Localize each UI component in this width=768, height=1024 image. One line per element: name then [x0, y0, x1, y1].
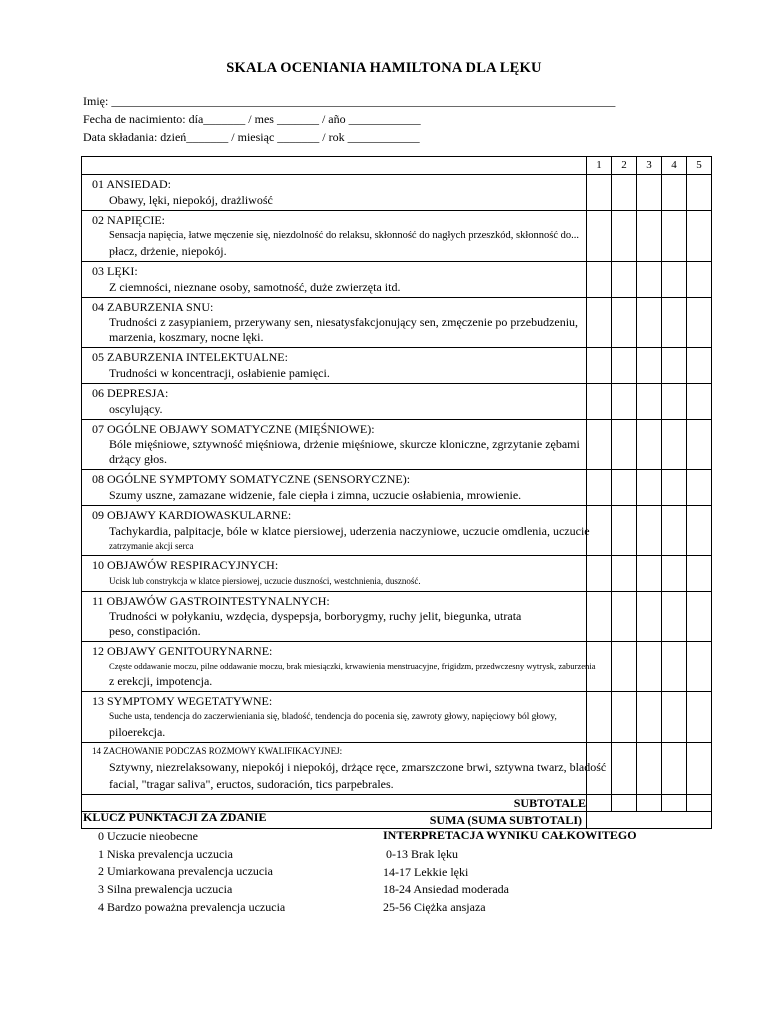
item-cell [82, 642, 596, 692]
subtotal-cell[interactable] [662, 795, 687, 812]
score-cell[interactable] [612, 211, 637, 262]
submission-date-field[interactable]: Data składania: dzień_______ / miesiąc _______ / rok ____________ [83, 130, 420, 144]
item-title: 11 OBJAWÓW GASTROINTESTYNALNYCH: [92, 594, 330, 608]
item-description: Tachykardia, palpitacje, bóle w klatce piersiowej, uderzenia naczyniowe, uczucie omdlenia, uczucie [109, 524, 590, 538]
score-cell[interactable] [662, 298, 687, 348]
item-description-cont: peso, constipación. [109, 624, 201, 638]
item-cell [82, 175, 587, 211]
scoring-key-list [98, 828, 285, 917]
score-cell[interactable] [587, 420, 612, 470]
hamilton-scale-table [81, 156, 712, 829]
score-cell[interactable] [662, 592, 687, 642]
score-cell[interactable] [612, 592, 637, 642]
score-cell[interactable] [612, 420, 637, 470]
item-title: 06 DEPRESJA: [92, 386, 169, 400]
item-description-cont: piloerekcja. [109, 725, 166, 739]
table-row [82, 298, 712, 348]
table-row [82, 592, 712, 642]
table-row [82, 348, 712, 384]
score-cell[interactable] [662, 642, 687, 692]
item-cell [82, 692, 587, 743]
score-cell[interactable] [637, 348, 662, 384]
score-cell[interactable] [612, 506, 637, 556]
item-cell [82, 348, 587, 384]
subtotal-cell[interactable] [637, 795, 662, 812]
score-cell[interactable] [687, 556, 712, 592]
subtotal-cell[interactable] [687, 795, 712, 812]
score-cell[interactable] [612, 384, 637, 420]
item-description-cont: zatrzymanie akcji serca [109, 541, 194, 551]
score-cell[interactable] [587, 262, 612, 298]
score-cell[interactable] [612, 642, 637, 692]
item-title: 04 ZABURZENIA SNU: [92, 300, 214, 314]
interpretation-list [383, 846, 509, 917]
total-cell[interactable] [587, 812, 712, 829]
item-cell [82, 420, 587, 470]
score-cell[interactable] [587, 175, 612, 211]
score-cell[interactable] [662, 420, 687, 470]
item-cell [82, 262, 587, 298]
list-item: 2 Umiarkowana prevalencja uczucia [98, 864, 273, 879]
item-description: Częste oddawanie moczu, pilne oddawanie moczu, brak miesiączki, krwawienia menstruacyjne, frigidzm, przedwczesny wytrysk, zaburzenia [109, 661, 596, 671]
score-cell[interactable] [662, 262, 687, 298]
table-row [82, 384, 712, 420]
item-description-cont: z erekcji, impotencja. [109, 674, 213, 688]
interpretation-title: INTERPRETACJA WYNIKU CAŁKOWITEGO [383, 828, 637, 842]
score-cell[interactable] [637, 556, 662, 592]
list-item: 4 Bardzo poważna prevalencja uczucia [98, 899, 286, 914]
score-cell[interactable] [687, 592, 712, 642]
score-cell[interactable] [587, 211, 612, 262]
list-item: 25-56 Ciężka ansjaza [383, 900, 486, 915]
score-cell[interactable] [687, 506, 712, 556]
score-cell[interactable] [637, 420, 662, 470]
item-description: Ucisk lub constrykcja w klatce piersiowej, uczucie duszności, westchnienia, duszność. [109, 576, 421, 586]
score-cell[interactable] [637, 211, 662, 262]
item-description-cont: facial, "tragar saliva", eructos, sudoración, tics parpebrales. [109, 777, 394, 791]
item-description: Z ciemności, nieznane osoby, samotność, duże zwierzęta itd. [109, 280, 401, 294]
item-description-cont: płacz, drżenie, niepokój. [109, 244, 227, 258]
item-description: Szumy uszne, zamazane widzenie, fale ciepła i zimna, uczucie osłabienia, mrowienie. [109, 488, 522, 502]
list-item: 0 Uczucie nieobecne [98, 829, 198, 843]
score-cell[interactable] [662, 506, 687, 556]
item-description: Trudności z zasypianiem, przerywany sen, niesatysfakcjonujący sen, zmęczenie po przebudzeniu, [109, 315, 579, 329]
item-title: 12 OBJAWY GENITOURYNARNE: [92, 644, 273, 658]
column-header: 4 [662, 157, 687, 175]
column-header: 1 [587, 157, 612, 175]
item-description-cont: marzenia, koszmary, nocne lęki. [109, 330, 264, 344]
score-cell[interactable] [687, 211, 712, 262]
list-item: 0-13 Brak lęku [383, 847, 458, 861]
item-title: 02 NAPIĘCIE: [92, 213, 165, 227]
score-cell[interactable] [637, 175, 662, 211]
item-title: 05 ZABURZENIA INTELEKTUALNE: [92, 350, 288, 364]
column-header: 3 [637, 157, 662, 175]
score-cell[interactable] [612, 556, 637, 592]
table-row [82, 506, 712, 556]
score-cell[interactable] [662, 743, 687, 795]
score-cell[interactable] [637, 642, 662, 692]
score-cell[interactable] [662, 384, 687, 420]
item-title: 01 ANSIEDAD: [92, 177, 172, 191]
header-blank-cell [82, 157, 587, 175]
score-cell[interactable] [662, 175, 687, 211]
score-cell[interactable] [662, 470, 687, 506]
item-description: Obawy, lęki, niepokój, drażliwość [109, 193, 273, 207]
score-cell[interactable] [612, 692, 637, 743]
total-label: SUMA (SUMA SUBTOTALI) [82, 812, 587, 829]
score-cell[interactable] [662, 556, 687, 592]
item-description: Trudności w połykaniu, wzdęcia, dyspepsja, borborygmy, ruchy jelit, biegunka, utrata [109, 609, 522, 623]
list-item: 3 Silna prewalencja uczucia [98, 882, 233, 897]
item-description: Bóle mięśniowe, sztywność mięśniowa, drżenie mięśniowe, skurcze kloniczne, zgrzytanie zębami [109, 437, 580, 451]
table-row [82, 211, 712, 262]
score-cell[interactable] [637, 592, 662, 642]
score-cell[interactable] [612, 175, 637, 211]
score-cell[interactable] [662, 348, 687, 384]
column-header: 5 [687, 157, 712, 175]
score-cell[interactable] [587, 592, 612, 642]
table-row [82, 262, 712, 298]
item-description: Sensacja napięcia, łatwe męczenie się, niezdolność do relaksu, skłonność do nagłych przeszkód, skłonność do... [109, 230, 580, 241]
table-row [82, 470, 712, 506]
table-row [82, 642, 712, 692]
subtotal-label: SUBTOTALE [82, 795, 587, 812]
score-cell[interactable] [587, 692, 612, 743]
score-cell[interactable] [687, 470, 712, 506]
column-header-row [82, 157, 712, 175]
score-cell[interactable] [637, 506, 662, 556]
item-title: 14 ZACHOWANIE PODCZAS ROZMOWY KWALIFIKACYJNEJ: [92, 746, 343, 756]
score-cell[interactable] [687, 384, 712, 420]
subtotal-cell[interactable] [612, 795, 637, 812]
score-cell[interactable] [637, 692, 662, 743]
item-cell [82, 743, 607, 795]
item-title: 13 SYMPTOMY WEGETATYWNE: [92, 694, 273, 708]
score-cell[interactable] [687, 175, 712, 211]
item-title: 07 OGÓLNE OBJAWY SOMATYCZNE (MIĘŚNIOWE): [92, 422, 375, 436]
item-cell [82, 384, 587, 420]
score-cell[interactable] [637, 470, 662, 506]
item-cell [82, 211, 587, 262]
score-cell[interactable] [587, 470, 612, 506]
score-cell[interactable] [612, 348, 637, 384]
table-row [82, 692, 712, 743]
scoring-key-title: KLUCZ PUNKTACJI ZA ZDANIE [83, 810, 267, 824]
score-cell[interactable] [612, 298, 637, 348]
score-cell[interactable] [687, 262, 712, 298]
score-cell[interactable] [612, 743, 637, 795]
score-cell[interactable] [637, 743, 662, 795]
item-title: 09 OBJAWY KARDIOWASKULARNE: [92, 508, 292, 522]
item-cell [82, 298, 587, 348]
score-cell[interactable] [612, 262, 637, 298]
item-cell [82, 556, 587, 592]
score-cell[interactable] [587, 506, 612, 556]
item-description: oscylujący. [109, 402, 163, 416]
score-cell[interactable] [637, 298, 662, 348]
item-description-cont: drżący głos. [109, 452, 167, 466]
item-title: 03 LĘKI: [92, 264, 138, 278]
score-cell[interactable] [587, 298, 612, 348]
score-cell[interactable] [687, 420, 712, 470]
page-title: SKALA OCENIANIA HAMILTONA DLA LĘKU [226, 60, 542, 76]
item-description: Trudności w koncentracji, osłabienie pamięci. [109, 366, 330, 380]
item-cell [82, 592, 587, 642]
subtotal-row [82, 795, 712, 812]
score-cell[interactable] [587, 348, 612, 384]
table-row [82, 175, 712, 211]
item-description: Suche usta, tendencja do zaczerwieniania się, bladość, tendencja do pocenia się, zawroty głowy, napięciowy ból głowy, [109, 712, 557, 722]
subtotal-cell[interactable] [587, 795, 612, 812]
item-title: 08 OGÓLNE SYMPTOMY SOMATYCZNE (SENSORYCZNE): [92, 472, 411, 486]
list-item: 18-24 Ansiedad moderada [383, 882, 509, 897]
score-cell[interactable] [687, 642, 712, 692]
score-cell[interactable] [687, 743, 712, 795]
item-cell [82, 470, 587, 506]
name-field[interactable]: Imię: ____________________________________________________________________________________ [83, 94, 616, 108]
table-row [82, 743, 712, 795]
score-cell[interactable] [587, 384, 612, 420]
item-cell [82, 506, 590, 556]
list-item: 14-17 Lekkie lęki [383, 864, 469, 879]
item-description: Sztywny, niezrelaksowany, niepokój i niepokój, drżące ręce, zmarszczone brwi, sztywna twarz, bladość [109, 760, 607, 774]
score-cell[interactable] [662, 692, 687, 743]
score-cell[interactable] [587, 556, 612, 592]
birth-date-field[interactable]: Fecha de nacimiento: día_______ / mes _______ / año ____________ [83, 112, 421, 126]
score-cell[interactable] [662, 211, 687, 262]
item-title: 10 OBJAWÓW RESPIRACYJNYCH: [92, 558, 279, 572]
column-header: 2 [612, 157, 637, 175]
score-cell[interactable] [687, 692, 712, 743]
score-cell[interactable] [687, 348, 712, 384]
table-row [82, 420, 712, 470]
table-row [82, 556, 712, 592]
score-cell[interactable] [637, 384, 662, 420]
score-cell[interactable] [612, 470, 637, 506]
score-cell[interactable] [637, 262, 662, 298]
score-cell[interactable] [687, 298, 712, 348]
list-item: 1 Niska prevalencja uczucia [98, 846, 233, 861]
